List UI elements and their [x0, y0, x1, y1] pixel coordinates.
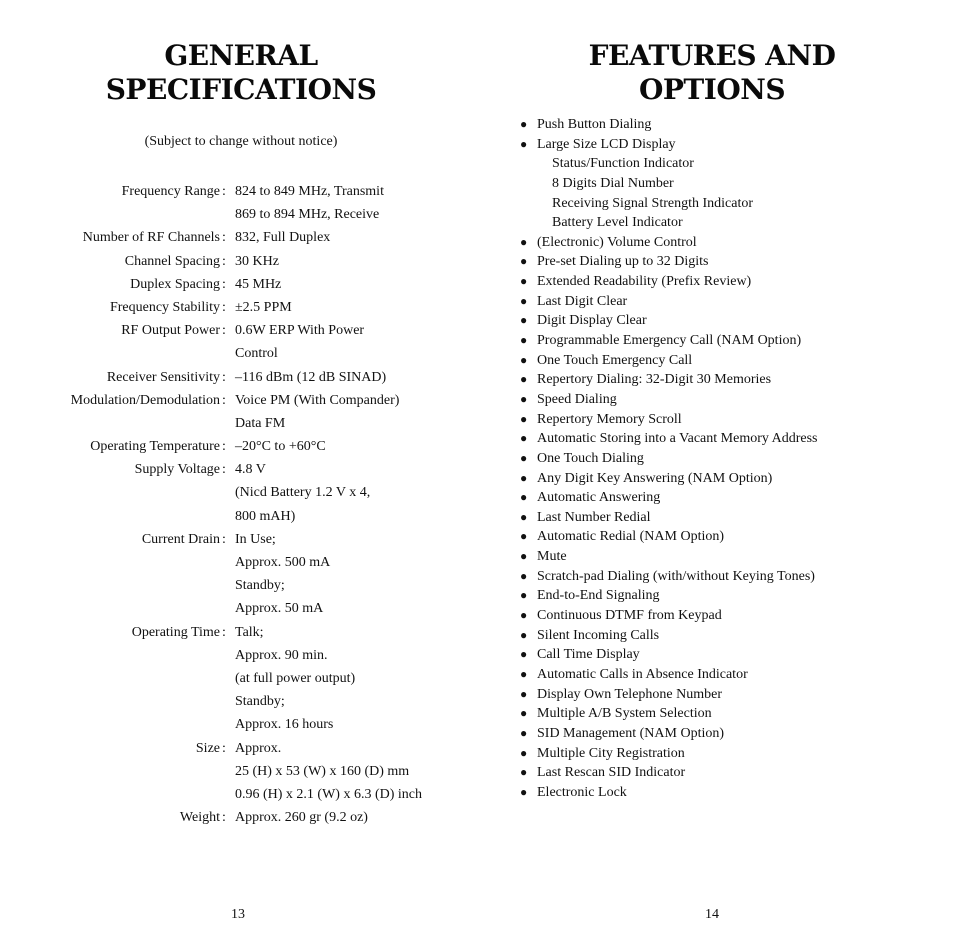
spec-label: Supply Voltage — [134, 462, 220, 478]
spec-value: Control — [235, 346, 278, 362]
feature-text: Automatic Calls in Absence Indicator — [537, 666, 748, 682]
spec-value: 869 to 894 MHz, Receive — [235, 207, 380, 223]
spec-row — [0, 528, 477, 551]
feature-text: Status/Function Indicator — [552, 156, 694, 172]
feature-item — [520, 645, 940, 665]
spec-value: (Nicd Battery 1.2 V x 4, — [235, 485, 371, 501]
feature-list — [520, 115, 940, 802]
spec-label: Number of RF Channels — [82, 230, 220, 246]
feature-item — [520, 272, 940, 292]
feature-text: Speed Dialing — [537, 391, 617, 407]
feature-text: Electronic Lock — [537, 784, 627, 800]
feature-text: Silent Incoming Calls — [537, 627, 660, 643]
feature-text: Any Digit Key Answering (NAM Option) — [537, 470, 773, 486]
feature-text: Battery Level Indicator — [552, 215, 683, 231]
bullet-icon: ● — [520, 529, 528, 544]
feature-item — [520, 547, 940, 567]
feature-text: Continuous DTMF from Keypad — [537, 608, 722, 624]
bullet-icon: ● — [520, 706, 528, 721]
feature-subitem — [520, 174, 940, 194]
spec-value: Standby; — [235, 694, 285, 710]
spec-value: (at full power output) — [235, 670, 356, 686]
spec-row — [0, 621, 477, 644]
right-page — [477, 0, 954, 951]
bullet-icon: ● — [520, 490, 528, 505]
feature-text: Multiple City Registration — [537, 745, 685, 761]
feature-item — [520, 115, 940, 135]
spec-row — [0, 783, 477, 806]
spec-row — [0, 412, 477, 435]
feature-item — [520, 311, 940, 331]
bullet-icon: ● — [520, 588, 528, 603]
spec-label: Frequency Stability — [109, 299, 220, 315]
spec-label: Current Drain — [141, 531, 220, 547]
feature-item — [520, 370, 940, 390]
spec-value: Standby; — [235, 578, 285, 594]
spec-colon: : — [222, 740, 226, 756]
feature-item — [520, 626, 940, 646]
feature-text: 8 Digits Dial Number — [552, 175, 674, 191]
spec-colon: : — [222, 369, 226, 385]
bullet-icon: ● — [520, 333, 528, 348]
spec-row — [0, 366, 477, 389]
spec-label: Channel Spacing — [124, 253, 220, 269]
feature-item — [520, 527, 940, 547]
spec-row — [0, 273, 477, 296]
spec-list — [0, 180, 477, 829]
spec-colon: : — [222, 230, 226, 246]
spec-label: Frequency Range — [121, 184, 220, 199]
bullet-icon: ● — [520, 686, 528, 701]
spec-value: 824 to 849 MHz, Transmit — [235, 184, 384, 199]
spec-row — [0, 690, 477, 713]
feature-subitem — [520, 213, 940, 233]
spec-value: In Use; — [235, 531, 276, 547]
spec-value: Approx. 50 mA — [235, 601, 324, 617]
feature-item — [520, 744, 940, 764]
spec-label: Duplex Spacing — [130, 276, 220, 292]
feature-text: One Touch Dialing — [537, 450, 644, 466]
spec-value: Approx. 90 min. — [235, 647, 328, 663]
feature-item — [520, 292, 940, 312]
feature-item — [520, 449, 940, 469]
spec-row — [0, 481, 477, 504]
feature-item — [520, 783, 940, 803]
page-number-left: 13 — [231, 907, 245, 922]
feature-item — [520, 685, 940, 705]
feature-text: Multiple A/B System Selection — [537, 706, 712, 722]
spec-label: Size — [195, 740, 220, 756]
feature-text: End-to-End Signaling — [537, 588, 660, 604]
bullet-icon: ● — [520, 274, 528, 289]
bullet-icon: ● — [520, 411, 528, 426]
spec-value: 0.96 (H) x 2.1 (W) x 6.3 (D) inch — [235, 786, 423, 802]
feature-item — [520, 410, 940, 430]
feature-text: One Touch Emergency Call — [537, 352, 693, 368]
bullet-icon: ● — [520, 117, 528, 131]
spec-label: Receiver Sensitivity — [106, 369, 220, 385]
bullet-icon: ● — [520, 450, 528, 465]
feature-item — [520, 724, 940, 744]
bullet-icon: ● — [520, 470, 528, 485]
bullet-icon: ● — [520, 725, 528, 740]
spec-row — [0, 597, 477, 620]
spec-value: 0.6W ERP With Power — [235, 323, 365, 339]
feature-text: Pre-set Dialing up to 32 Digits — [537, 254, 709, 270]
feature-text: Repertory Memory Scroll — [537, 411, 682, 427]
feature-text: Automatic Storing into a Vacant Memory Address — [537, 431, 818, 447]
bullet-icon: ● — [520, 509, 528, 524]
spec-label: Weight — [179, 810, 220, 826]
spec-label: Modulation/Demodulation — [70, 392, 220, 408]
bullet-icon: ● — [520, 293, 528, 308]
spec-value: 800 mAH) — [235, 508, 296, 524]
feature-item — [520, 135, 940, 155]
bullet-icon: ● — [520, 608, 528, 623]
bullet-icon: ● — [520, 568, 528, 583]
spec-row — [0, 389, 477, 412]
bullet-icon: ● — [520, 254, 528, 269]
spec-row — [0, 180, 477, 203]
spec-colon: : — [222, 462, 226, 478]
feature-item — [520, 331, 940, 351]
feature-text: Call Time Display — [537, 647, 640, 663]
bullet-icon: ● — [520, 784, 528, 799]
spec-row — [0, 737, 477, 760]
feature-item — [520, 606, 940, 626]
feature-text: Mute — [537, 549, 567, 565]
spec-colon: : — [222, 276, 226, 292]
spec-row — [0, 319, 477, 342]
spec-row — [0, 226, 477, 249]
spec-value: 30 KHz — [235, 253, 279, 269]
feature-subitem — [520, 154, 940, 174]
general-specifications-heading-line2: SPECIFICATIONS — [105, 73, 377, 106]
feature-item — [520, 429, 940, 449]
bullet-icon: ● — [520, 765, 528, 780]
spec-row — [0, 203, 477, 226]
feature-text: Last Rescan SID Indicator — [537, 765, 686, 781]
feature-item — [520, 567, 940, 587]
spec-value: 45 MHz — [235, 276, 282, 292]
feature-text: Push Button Dialing — [537, 117, 652, 132]
spec-row — [0, 806, 477, 829]
spec-value: –20°C to +60°C — [235, 439, 326, 455]
feature-item — [520, 351, 940, 371]
feature-item — [520, 508, 940, 528]
spec-colon: : — [222, 184, 226, 199]
features-options-heading-line1: FEATURES AND — [588, 39, 836, 72]
spec-value: Data FM — [235, 415, 286, 431]
spec-colon: : — [222, 253, 226, 269]
spec-label: Operating Time — [131, 624, 220, 640]
spec-colon: : — [222, 624, 226, 640]
spec-row — [0, 574, 477, 597]
spec-row — [0, 713, 477, 736]
feature-item — [520, 704, 940, 724]
spec-row — [0, 551, 477, 574]
spec-colon: : — [222, 392, 226, 408]
spec-value: Approx. 260 gr (9.2 oz) — [235, 810, 368, 826]
spec-row — [0, 667, 477, 690]
spec-value: ±2.5 PPM — [235, 299, 292, 315]
spec-colon: : — [222, 531, 226, 547]
notice-text: (Subject to change without notice) — [144, 134, 338, 149]
spec-value: Approx. 16 hours — [235, 717, 334, 733]
feature-text: Receiving Signal Strength Indicator — [552, 195, 754, 211]
feature-text: Programmable Emergency Call (NAM Option) — [537, 333, 802, 349]
bullet-icon: ● — [520, 549, 528, 564]
feature-item — [520, 469, 940, 489]
spec-row — [0, 250, 477, 273]
bullet-icon: ● — [520, 666, 528, 681]
spec-label: RF Output Power — [121, 323, 220, 339]
feature-text: Large Size LCD Display — [537, 136, 676, 152]
spec-row — [0, 342, 477, 365]
page-number-right: 14 — [705, 907, 719, 922]
feature-item — [520, 390, 940, 410]
spec-row — [0, 435, 477, 458]
spec-value: –116 dBm (12 dB SINAD) — [235, 369, 387, 385]
feature-item — [520, 763, 940, 783]
feature-item — [520, 488, 940, 508]
spec-row — [0, 505, 477, 528]
features-options-heading-line2: OPTIONS — [638, 73, 786, 106]
bullet-icon: ● — [520, 234, 528, 249]
spec-colon: : — [222, 323, 226, 339]
bullet-icon: ● — [520, 431, 528, 446]
bullet-icon: ● — [520, 647, 528, 662]
feature-text: Display Own Telephone Number — [537, 686, 723, 702]
feature-item — [520, 665, 940, 685]
feature-text: Repertory Dialing: 32-Digit 30 Memories — [537, 372, 772, 388]
feature-text: Last Number Redial — [537, 509, 651, 525]
spec-colon: : — [222, 299, 226, 315]
feature-text: SID Management (NAM Option) — [537, 725, 725, 741]
feature-text: Scratch-pad Dialing (with/without Keying Tones) — [537, 568, 815, 584]
feature-text: Digit Display Clear — [537, 313, 647, 329]
spec-row — [0, 760, 477, 783]
feature-subitem — [520, 194, 940, 214]
bullet-icon: ● — [520, 745, 528, 760]
bullet-icon: ● — [520, 372, 528, 387]
bullet-icon: ● — [520, 313, 528, 328]
spec-value: Approx. — [235, 740, 282, 756]
bullet-icon: ● — [520, 352, 528, 367]
spec-colon: : — [222, 439, 226, 455]
spec-row — [0, 644, 477, 667]
spec-value: Approx. 500 mA — [235, 555, 331, 570]
spec-value: Voice PM (With Compander) — [235, 392, 400, 408]
spec-value: 25 (H) x 53 (W) x 160 (D) mm — [235, 763, 410, 779]
spec-value: 4.8 V — [235, 462, 266, 478]
spec-row — [0, 458, 477, 481]
bullet-icon: ● — [520, 627, 528, 642]
spec-value: 832, Full Duplex — [235, 230, 331, 246]
spec-colon: : — [222, 810, 226, 826]
bullet-icon: ● — [520, 136, 528, 151]
spec-value: Talk; — [235, 624, 264, 640]
feature-text: Last Digit Clear — [537, 293, 628, 309]
feature-text: (Electronic) Volume Control — [537, 234, 697, 250]
spec-row — [0, 296, 477, 319]
feature-item — [520, 252, 940, 272]
feature-item — [520, 233, 940, 253]
feature-text: Extended Readability (Prefix Review) — [537, 274, 752, 290]
feature-item — [520, 586, 940, 606]
general-specifications-heading-line1: GENERAL — [164, 39, 318, 72]
feature-text: Automatic Redial (NAM Option) — [537, 529, 725, 545]
bullet-icon: ● — [520, 391, 528, 406]
feature-text: Automatic Answering — [537, 490, 661, 506]
spec-label: Operating Temperature — [90, 439, 220, 455]
